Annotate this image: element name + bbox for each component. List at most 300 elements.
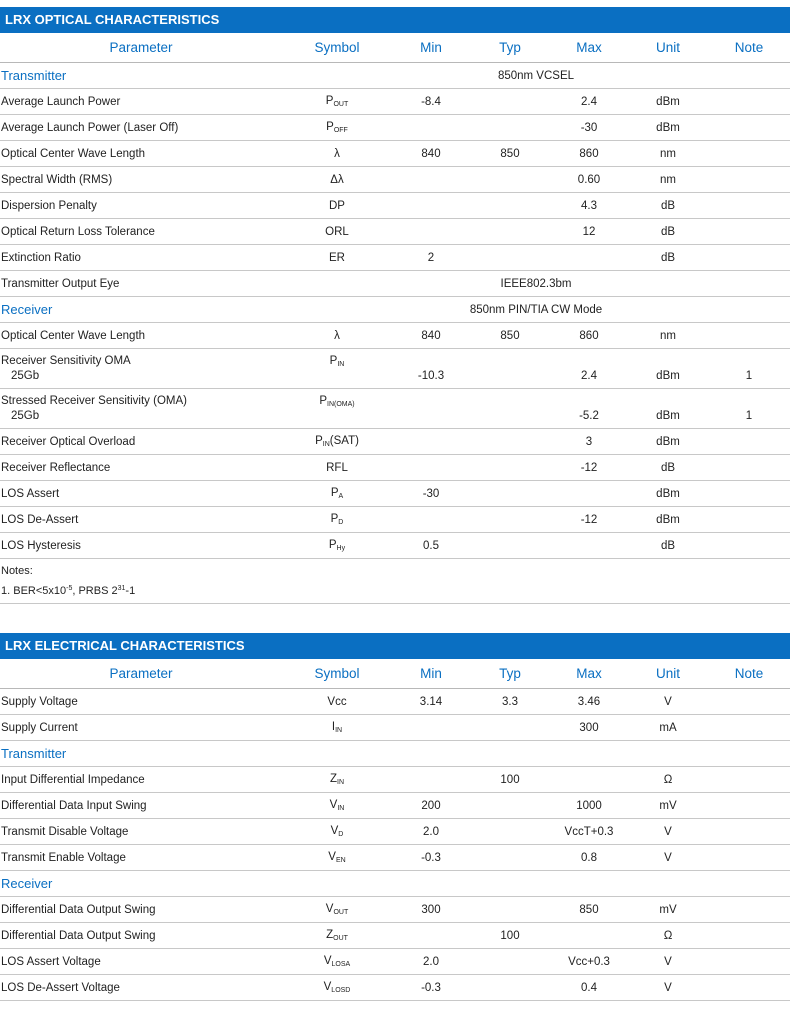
table-row [0,975,790,1001]
param-cell [0,349,282,389]
min-cell [392,323,470,349]
min-cell [392,481,470,507]
note-cell [708,349,790,389]
max-cell [550,897,628,923]
symbol-base: P [330,513,339,525]
symbol-cell [282,975,392,1001]
param-cell: Average Launch Power [0,89,282,115]
group-span-value: 850nm VCSEL [282,63,790,89]
unit-cell [628,793,708,819]
symbol-cell [282,193,392,219]
note-cell [708,481,790,507]
symbol-cell [282,389,392,429]
max-cell [550,481,628,507]
note-value: 1 [745,409,753,422]
symbol-base: Z [326,929,334,941]
unit-cell [628,193,708,219]
max-cell [550,141,628,167]
unit-cell [628,389,708,429]
symbol-base: V [328,851,336,863]
param-cell: Transmitter Output Eye [0,271,282,297]
table-row [0,389,790,429]
unit-cell [628,455,708,481]
unit-cell [628,141,708,167]
max-value: 850 [579,903,599,916]
max-cell [550,923,628,949]
table-row [0,429,790,455]
symbol-cell [282,767,392,793]
max-value: 0.8 [581,851,597,864]
min-cell [392,923,470,949]
symbol-subscript: OUT [333,935,348,942]
note-cell [708,767,790,793]
col-unit: Unit [628,33,708,63]
symbol-cell [282,845,392,871]
unit-value: mV [659,903,677,916]
typ-value: 3.3 [502,695,518,708]
max-cell [550,975,628,1001]
group-row-receiver [0,297,790,323]
symbol-base: Z [329,773,338,785]
unit-cell [628,89,708,115]
unit-cell [628,429,708,455]
note-cell [708,115,790,141]
optical-column-header [0,33,790,63]
col-max: Max [550,33,628,63]
max-cell [550,115,628,141]
param-cell: Average Launch Power (Laser Off) [0,115,282,141]
max-value: VccT+0.3 [564,825,614,838]
unit-cell [628,767,708,793]
col-unit: Unit [628,659,708,689]
typ-cell [470,949,550,975]
symbol-base: P [325,95,334,107]
symbol-base: P [315,435,323,447]
symbol-base: V [323,955,332,967]
table-row [0,455,790,481]
typ-cell [470,507,550,533]
note-cell [708,689,790,715]
min-cell [392,689,470,715]
max-cell [550,219,628,245]
max-cell [550,767,628,793]
unit-cell [628,819,708,845]
param-cell: LOS Assert [0,481,282,507]
param-cell: Spectral Width (RMS) [0,167,282,193]
param-cell: Receiver Reflectance [0,455,282,481]
symbol-cell [282,245,392,271]
typ-cell [470,975,550,1001]
unit-cell [628,533,708,559]
table-row [0,793,790,819]
typ-cell [470,115,550,141]
min-value: -0.3 [421,981,441,994]
symbol-base: V [323,981,332,993]
symbol-cell [282,897,392,923]
param-cell: Input Differential Impedance [0,767,282,793]
table-row [0,167,790,193]
symbol-subscript: OUT [333,101,349,108]
note-cell [708,819,790,845]
optical-section-title: LRX OPTICAL CHARACTERISTICS [0,7,790,33]
group-span-value: 850nm PIN/TIA CW Mode [282,297,790,323]
unit-value: dB [660,251,676,264]
param-cell [0,389,282,429]
symbol-subscript: IN [322,441,330,448]
unit-cell [628,323,708,349]
symbol-cell [282,793,392,819]
symbol-cell [282,115,392,141]
symbol-cell [282,349,392,389]
col-symbol: Symbol [282,33,392,63]
max-value: 0.60 [577,173,601,186]
unit-value: nm [660,329,676,342]
unit-value: dB [660,539,676,552]
min-value: -30 [422,487,440,500]
param-label: Stressed Receiver Sensitivity (OMA) [1,395,187,407]
symbol-base: λ [334,147,340,160]
min-value: -0.3 [421,851,441,864]
typ-cell [470,389,550,429]
min-cell [392,715,470,741]
unit-value: dBm [656,435,680,448]
param-label: Receiver Sensitivity OMA [1,355,131,367]
max-cell [550,245,628,271]
unit-cell [628,115,708,141]
min-cell [392,349,470,389]
typ-cell [470,923,550,949]
table-row [0,481,790,507]
symbol-cell [282,89,392,115]
table-row [0,89,790,115]
max-cell [550,167,628,193]
max-value: 4.3 [581,199,597,212]
note-cell [708,455,790,481]
unit-value: dB [660,461,676,474]
note-cell [708,897,790,923]
min-value: 300 [421,903,441,916]
max-value: 300 [579,721,599,734]
param-cell: Transmit Enable Voltage [0,845,282,871]
param-cell: Supply Voltage [0,689,282,715]
unit-value: mA [659,721,677,734]
symbol-base: λ [334,329,340,342]
symbol-cell [282,949,392,975]
min-value: -10.3 [417,369,445,382]
group-label: Transmitter [0,63,282,89]
col-typ: Typ [470,659,550,689]
notes-label: Notes: [1,565,33,577]
table-row [0,533,790,559]
unit-value: mV [659,799,677,812]
table-row [0,323,790,349]
min-cell [392,219,470,245]
param-cell: Optical Center Wave Length [0,323,282,349]
table-row [0,141,790,167]
note-cell [708,245,790,271]
min-cell [392,115,470,141]
note-cell [708,533,790,559]
table-row [0,245,790,271]
max-cell [550,715,628,741]
typ-cell [470,193,550,219]
typ-cell [470,533,550,559]
symbol-base: Δλ [330,173,344,186]
typ-value: 100 [500,929,520,942]
electrical-column-header [0,659,790,689]
col-parameter: Parameter [0,659,282,689]
symbol-cell [282,429,392,455]
param-cell: LOS De-Assert [0,507,282,533]
symbol-cell [282,481,392,507]
span-value-cell: IEEE802.3bm [282,271,790,297]
min-cell [392,167,470,193]
max-value: 3.46 [577,695,601,708]
note-cell [708,793,790,819]
typ-cell [470,689,550,715]
col-min: Min [392,33,470,63]
typ-cell [470,819,550,845]
note-cell [708,975,790,1001]
max-value: 2.4 [581,95,597,108]
unit-cell [628,845,708,871]
symbol-cell [282,141,392,167]
optical-section [0,7,790,604]
note-cell [708,167,790,193]
group-label: Transmitter [0,741,790,767]
note-cell [708,845,790,871]
typ-cell [470,141,550,167]
symbol-cell [282,715,392,741]
param-cell: Differential Data Output Swing [0,897,282,923]
unit-cell [628,689,708,715]
symbol-cell [282,533,392,559]
note-cell [708,141,790,167]
typ-cell [470,715,550,741]
typ-cell [470,845,550,871]
max-cell [550,507,628,533]
note-cell [708,429,790,455]
col-parameter: Parameter [0,33,282,63]
param-cell: Differential Data Input Swing [0,793,282,819]
note-cell [708,507,790,533]
max-cell [550,819,628,845]
symbol-base: ORL [325,225,349,238]
table-row [0,949,790,975]
param-cell: LOS Assert Voltage [0,949,282,975]
col-note: Note [708,659,790,689]
min-cell [392,429,470,455]
min-cell [392,767,470,793]
min-cell [392,949,470,975]
unit-value: dBm [656,487,680,500]
unit-value: V [664,851,672,864]
min-cell [392,507,470,533]
min-cell [392,533,470,559]
col-max: Max [550,659,628,689]
table-row [0,507,790,533]
max-cell [550,949,628,975]
symbol-subscript: LOSD [331,987,351,994]
typ-cell [470,455,550,481]
min-cell [392,193,470,219]
group-row-receiver [0,871,790,897]
min-value: 2.0 [423,825,439,838]
symbol-subscript: OUT [333,909,349,916]
param-sublabel: 25Gb [11,370,40,382]
col-typ: Typ [470,33,550,63]
unit-value: dBm [656,121,680,134]
unit-value: Ω [663,929,673,942]
max-value: 3 [585,435,593,448]
symbol-base: P [329,354,338,367]
symbol-base: RFL [326,461,348,474]
table-row [0,219,790,245]
min-cell [392,455,470,481]
note-cell [708,949,790,975]
table-row [0,689,790,715]
unit-cell [628,219,708,245]
unit-value: nm [660,147,676,160]
symbol-base: P [326,121,334,133]
col-symbol: Symbol [282,659,392,689]
max-value: 2.4 [581,369,597,382]
symbol-subscript: IN [337,805,345,812]
symbol-cell [282,923,392,949]
max-value: Vcc+0.3 [568,955,610,968]
electrical-table [0,659,790,1001]
unit-value: V [664,695,672,708]
max-cell [550,455,628,481]
unit-value: dBm [656,95,680,108]
note-cell [708,89,790,115]
typ-cell [470,429,550,455]
table-row [0,115,790,141]
symbol-cell [282,689,392,715]
max-cell [550,845,628,871]
symbol-base: V [329,799,338,811]
optical-table [0,33,790,559]
typ-value: 850 [500,147,520,160]
unit-cell [628,949,708,975]
unit-value: dB [660,199,676,212]
group-label: Receiver [0,297,282,323]
note-cell [708,923,790,949]
typ-cell [470,897,550,923]
symbol-subscript: OFF [333,127,348,134]
min-cell [392,793,470,819]
symbol-subscript: D [338,519,344,526]
param-cell: Optical Center Wave Length [0,141,282,167]
note-cell [708,219,790,245]
table-row [0,271,790,297]
min-value: 840 [421,147,441,160]
symbol-subscript: IN [337,360,345,368]
param-cell: Differential Data Output Swing [0,923,282,949]
typ-value: 850 [500,329,520,342]
typ-cell [470,793,550,819]
param-sublabel: 25Gb [11,410,40,422]
table-row [0,349,790,389]
typ-value: 100 [500,773,520,786]
note-cell [708,389,790,429]
symbol-cell [282,219,392,245]
max-cell [550,689,628,715]
unit-value: dBm [656,369,680,382]
max-cell [550,429,628,455]
max-value: 1000 [576,799,602,812]
param-cell: LOS De-Assert Voltage [0,975,282,1001]
typ-cell [470,323,550,349]
symbol-subscript: Hy [336,545,346,552]
note-value: 1 [745,369,753,382]
max-value: -5.2 [579,409,599,422]
symbol-base: ER [329,251,345,264]
note-cell [708,193,790,219]
max-value: 0.4 [581,981,597,994]
unit-cell [628,923,708,949]
unit-cell [628,245,708,271]
symbol-base: P [330,487,339,499]
table-row [0,767,790,793]
max-cell [550,349,628,389]
symbol-subscript: IN [337,779,345,786]
table-row [0,819,790,845]
min-cell [392,819,470,845]
max-cell [550,89,628,115]
symbol-cell [282,167,392,193]
param-cell: Extinction Ratio [0,245,282,271]
symbol-cell [282,455,392,481]
unit-cell [628,507,708,533]
notes-block [0,559,790,604]
max-value: 860 [579,147,599,160]
min-value: 3.14 [419,695,443,708]
min-cell [392,389,470,429]
min-cell [392,845,470,871]
max-value: -30 [580,121,598,134]
symbol-cell [282,819,392,845]
max-value: -12 [580,461,598,474]
max-cell [550,193,628,219]
symbol-base: Vcc [327,695,347,708]
typ-cell [470,89,550,115]
electrical-section [0,633,790,1001]
min-value: -8.4 [421,95,441,108]
max-value: 860 [579,329,599,342]
typ-cell [470,767,550,793]
note-cell [708,323,790,349]
typ-cell [470,245,550,271]
unit-cell [628,349,708,389]
symbol-subscript: IN [335,727,343,734]
unit-cell [628,975,708,1001]
table-row [0,715,790,741]
unit-value: V [664,955,672,968]
symbol-base: V [330,825,339,837]
min-value: 0.5 [423,539,439,552]
typ-cell [470,167,550,193]
unit-value: V [664,825,672,838]
symbol-base: P [319,394,328,407]
unit-cell [628,897,708,923]
min-cell [392,897,470,923]
unit-value: dBm [656,409,680,422]
group-row-transmitter [0,741,790,767]
max-value: -12 [580,513,598,526]
symbol-subscript: IN(OMA) [327,400,355,408]
unit-cell [628,481,708,507]
